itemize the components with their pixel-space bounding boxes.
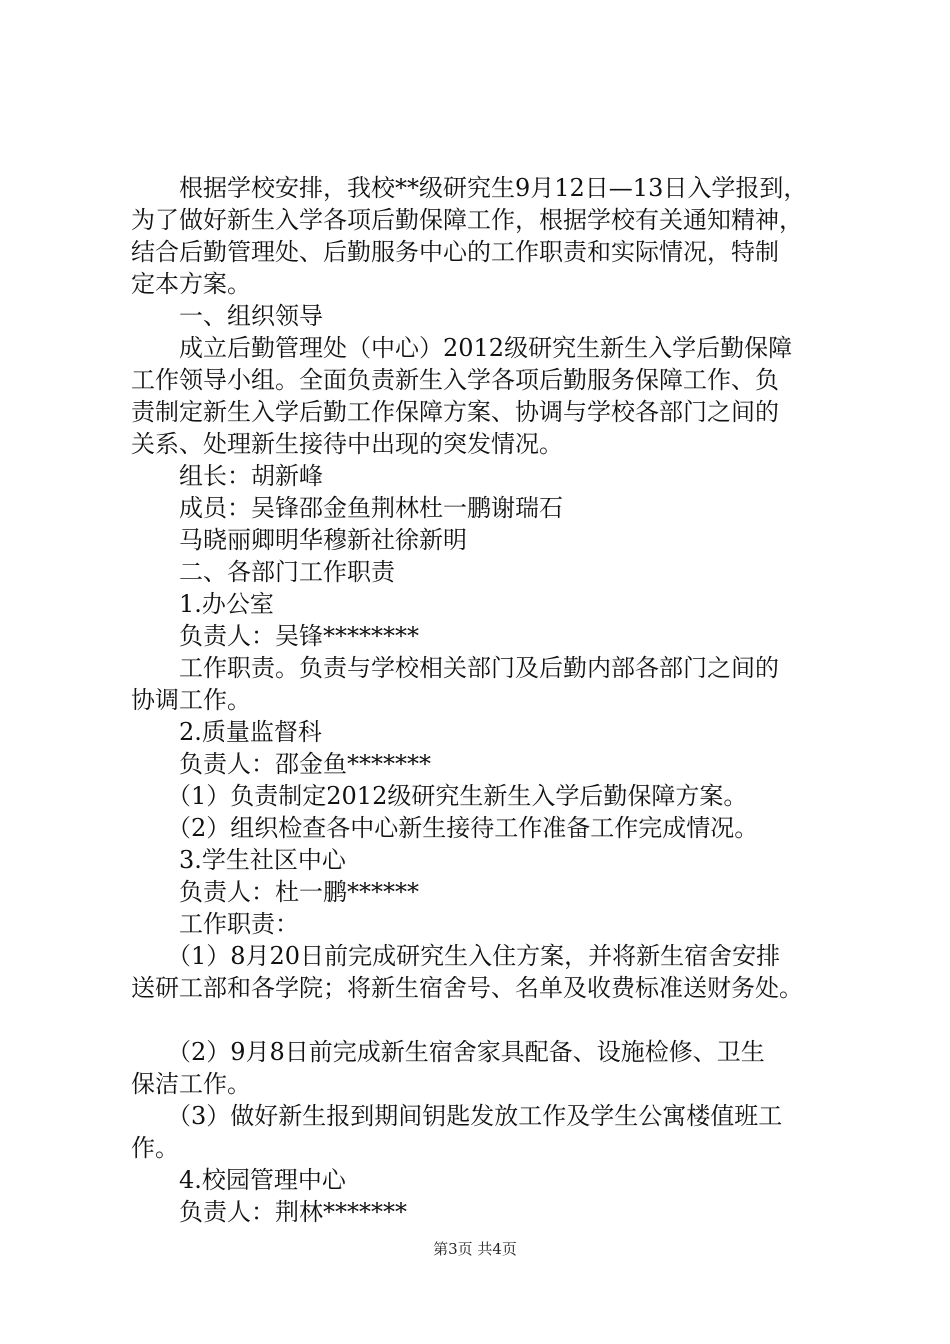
- text-line: 根据学校安排，我校**级研究生9月12日—13日入学报到，: [131, 174, 808, 202]
- text-line: 结合后勤管理处、后勤服务中心的工作职责和实际情况，特制: [131, 238, 779, 266]
- text-line: 1.办公室: [131, 590, 274, 618]
- text-line: 协调工作。: [131, 686, 251, 714]
- text-line: 一、组织领导: [131, 302, 323, 330]
- text-line: 成立后勤管理处（中心）2012级研究生新生入学后勤保障: [131, 334, 793, 362]
- text-line: 成员：吴锋邵金鱼荆林杜一鹏谢瑞石: [131, 494, 563, 522]
- text-line: 负责人：吴锋********: [131, 622, 419, 650]
- text-line: （1）8月20日前完成研究生入住方案，并将新生宿舍安排: [131, 942, 781, 970]
- text-line: 马晓丽卿明华穆新社徐新明: [131, 526, 467, 554]
- page-number-footer: 第3页 共4页: [433, 1240, 517, 1258]
- text-line: 保洁工作。: [131, 1070, 251, 1098]
- text-line: [131, 1004, 836, 1036]
- text-line: （2）组织检查各中心新生接待工作准备工作完成情况。: [131, 814, 759, 842]
- text-line: 工作领导小组。全面负责新生入学各项后勤服务保障工作、负: [131, 366, 779, 394]
- text-line: 负责人：杜一鹏******: [131, 878, 419, 906]
- text-line: 定本方案。: [131, 270, 251, 298]
- document-body: [131, 172, 836, 1228]
- text-line: 工作职责：: [131, 910, 299, 938]
- text-line: 工作职责。负责与学校相关部门及后勤内部各部门之间的: [131, 654, 779, 682]
- text-line: 二、各部门工作职责: [131, 558, 395, 586]
- text-line: 责制定新生入学后勤工作保障方案、协调与学校各部门之间的: [131, 398, 779, 426]
- text-line: 作。: [131, 1134, 179, 1162]
- text-line: 2.质量监督科: [131, 718, 322, 746]
- text-line: 负责人：邵金鱼*******: [131, 750, 431, 778]
- text-line: 组长：胡新峰: [131, 462, 323, 490]
- text-line: 关系、处理新生接待中出现的突发情况。: [131, 430, 563, 458]
- text-line: （3）做好新生报到期间钥匙发放工作及学生公寓楼值班工: [131, 1102, 783, 1130]
- text-line: 负责人：荆林*******: [131, 1198, 407, 1226]
- text-line: （2）9月8日前完成新生宿舍家具配备、设施检修、卫生: [131, 1038, 765, 1066]
- text-line: 3.学生社区中心: [131, 846, 346, 874]
- text-line: （1）负责制定2012级研究生新生入学后勤保障方案。: [131, 782, 748, 810]
- text-line: 为了做好新生入学各项后勤保障工作，根据学校有关通知精神，: [131, 206, 803, 234]
- text-line: 送研工部和各学院；将新生宿舍号、名单及收费标准送财务处。: [131, 974, 803, 1002]
- text-line: 4.校园管理中心: [131, 1166, 346, 1194]
